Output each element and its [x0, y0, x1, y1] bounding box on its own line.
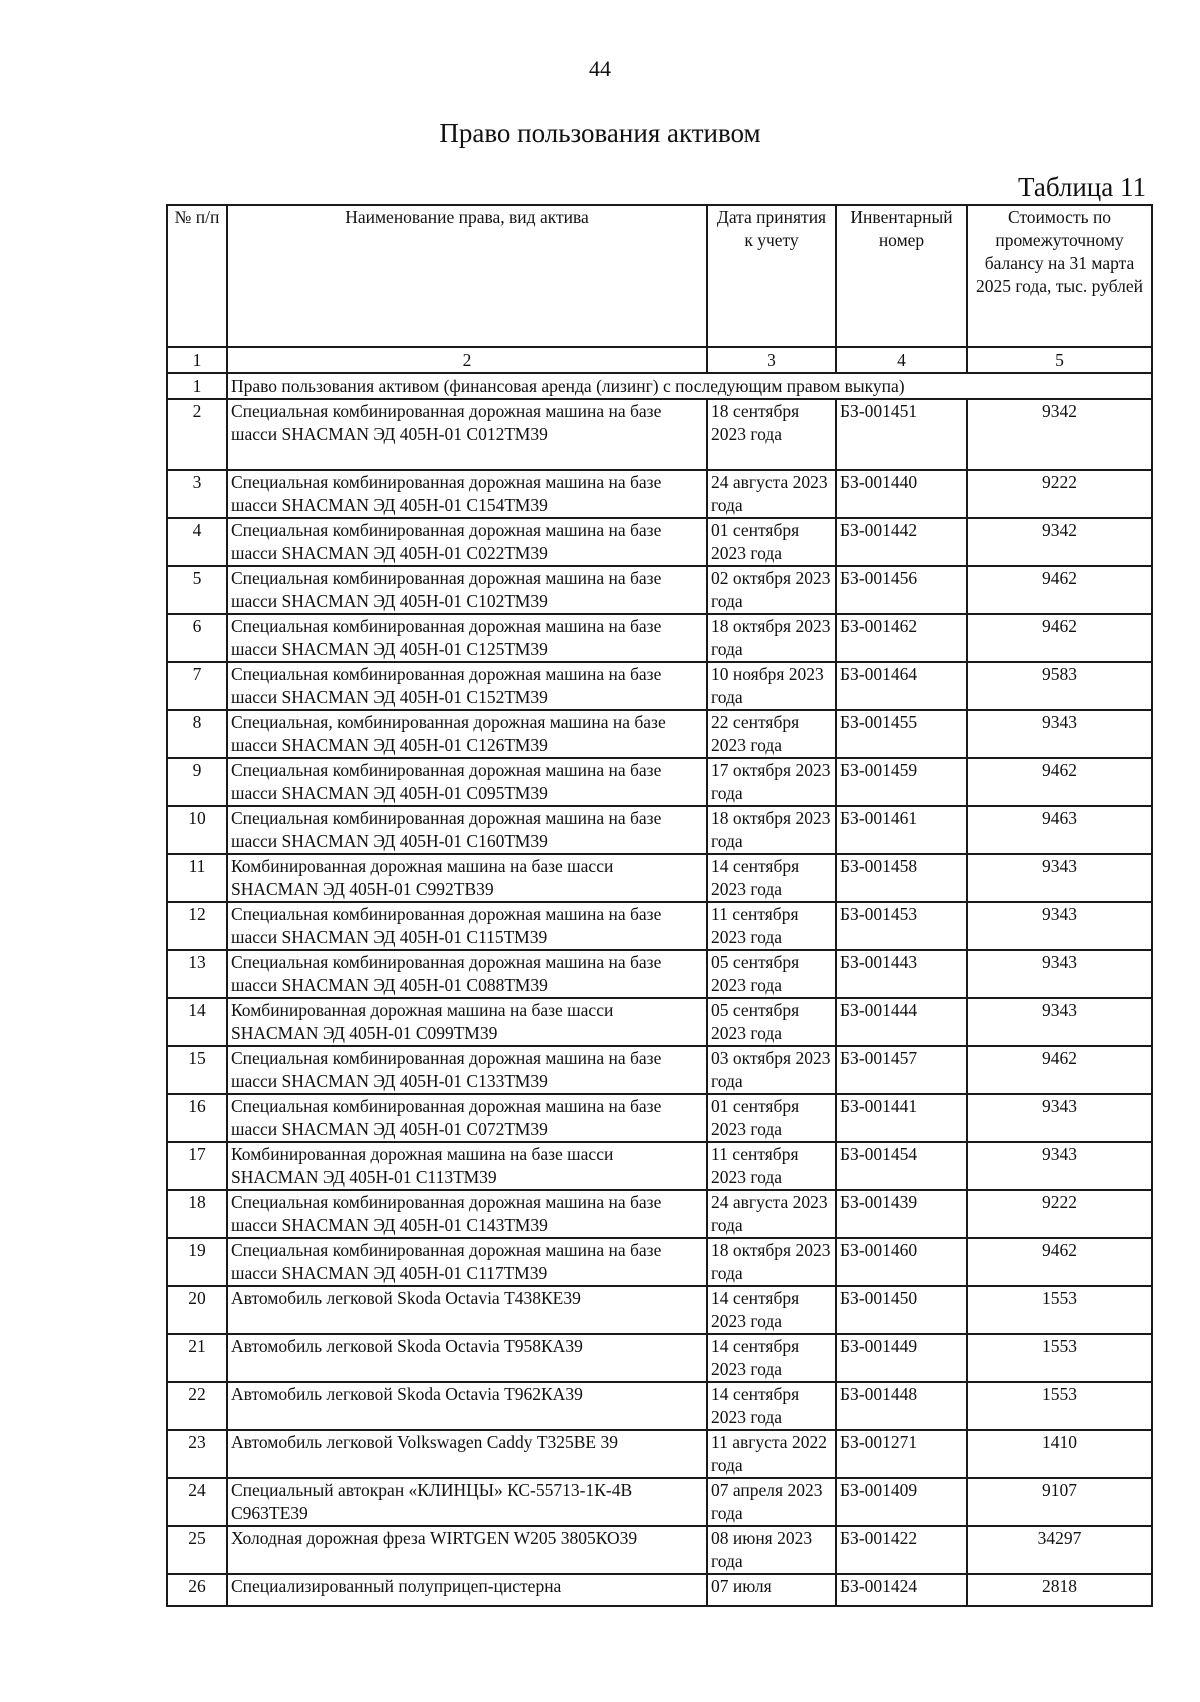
acceptance-date: 18 октября 2023 года — [707, 614, 836, 662]
inventory-number: БЗ-001271 — [836, 1430, 967, 1478]
row-number: 23 — [167, 1430, 227, 1478]
asset-name: Холодная дорожная фреза WIRTGEN W205 3805КО39 — [227, 1526, 707, 1574]
row-number: 15 — [167, 1046, 227, 1094]
inventory-number: БЗ-001455 — [836, 710, 967, 758]
row-number: 12 — [167, 902, 227, 950]
asset-cost: 34297 — [967, 1526, 1152, 1574]
asset-name: Автомобиль легковой Skoda Octavia Т438КЕ39 — [227, 1286, 707, 1334]
table-header-row — [167, 205, 1152, 347]
asset-cost: 9462 — [967, 1046, 1152, 1094]
asset-cost: 9462 — [967, 758, 1152, 806]
assets-table — [166, 204, 1153, 1607]
asset-cost: 9343 — [967, 1094, 1152, 1142]
section-label: Право пользования активом (финансовая аренда (лизинг) с последующим правом выкупа) — [227, 373, 1152, 399]
inventory-number: БЗ-001459 — [836, 758, 967, 806]
acceptance-date: 14 сентября 2023 года — [707, 1382, 836, 1430]
asset-name: Специальная комбинированная дорожная машина на базе шасси SHACMAN ЭД 405Н-01 С160ТМ39 — [227, 806, 707, 854]
acceptance-date: 10 ноября 2023 года — [707, 662, 836, 710]
header-name: Наименование права, вид актива — [227, 205, 707, 347]
table-row — [167, 1094, 1152, 1142]
row-number: 8 — [167, 710, 227, 758]
acceptance-date: 01 сентября 2023 года — [707, 1094, 836, 1142]
asset-cost: 9222 — [967, 470, 1152, 518]
inventory-number: БЗ-001460 — [836, 1238, 967, 1286]
row-number: 11 — [167, 854, 227, 902]
acceptance-date: 17 октября 2023 года — [707, 758, 836, 806]
table-row — [167, 1190, 1152, 1238]
inventory-number: БЗ-001453 — [836, 902, 967, 950]
asset-name: Автомобиль легковой Skoda Octavia Т962КА39 — [227, 1382, 707, 1430]
row-number: 13 — [167, 950, 227, 998]
inventory-number: БЗ-001464 — [836, 662, 967, 710]
inventory-number: БЗ-001458 — [836, 854, 967, 902]
acceptance-date: 14 сентября 2023 года — [707, 854, 836, 902]
inventory-number: БЗ-001442 — [836, 518, 967, 566]
table-row — [167, 1286, 1152, 1334]
asset-name: Специальная комбинированная дорожная машина на базе шасси SHACMAN ЭД 405Н-01 С152ТМ39 — [227, 662, 707, 710]
asset-name: Специальная комбинированная дорожная машина на базе шасси SHACMAN ЭД 405Н-01 С022ТМ39 — [227, 518, 707, 566]
asset-cost: 9222 — [967, 1190, 1152, 1238]
acceptance-date: 24 августа 2023 года — [707, 1190, 836, 1238]
table-row — [167, 1142, 1152, 1190]
row-number: 21 — [167, 1334, 227, 1382]
column-index: 4 — [836, 347, 967, 373]
inventory-number: БЗ-001449 — [836, 1334, 967, 1382]
inventory-number: БЗ-001422 — [836, 1526, 967, 1574]
inventory-number: БЗ-001444 — [836, 998, 967, 1046]
acceptance-date: 18 октября 2023 года — [707, 806, 836, 854]
row-number: 18 — [167, 1190, 227, 1238]
row-number: 2 — [167, 399, 227, 470]
column-index: 3 — [707, 347, 836, 373]
acceptance-date: 11 сентября 2023 года — [707, 1142, 836, 1190]
row-number: 3 — [167, 470, 227, 518]
table-row — [167, 758, 1152, 806]
table-row — [167, 1238, 1152, 1286]
asset-name: Специальная комбинированная дорожная машина на базе шасси SHACMAN ЭД 405Н-01 С143ТМ39 — [227, 1190, 707, 1238]
inventory-number: БЗ-001443 — [836, 950, 967, 998]
asset-name: Комбинированная дорожная машина на базе шасси SHACMAN ЭД 405Н-01 С113ТМ39 — [227, 1142, 707, 1190]
table-row — [167, 998, 1152, 1046]
asset-name: Комбинированная дорожная машина на базе шасси SHACMAN ЭД 405Н-01 С099ТМ39 — [227, 998, 707, 1046]
table-row — [167, 710, 1152, 758]
section-row — [167, 373, 1152, 399]
table-row — [167, 399, 1152, 470]
asset-name: Специальная комбинированная дорожная машина на базе шасси SHACMAN ЭД 405Н-01 С095ТМ39 — [227, 758, 707, 806]
inventory-number: БЗ-001441 — [836, 1094, 967, 1142]
asset-cost: 9342 — [967, 399, 1152, 470]
asset-cost: 9343 — [967, 854, 1152, 902]
table-row — [167, 1526, 1152, 1574]
asset-cost: 9343 — [967, 998, 1152, 1046]
inventory-number: БЗ-001424 — [836, 1574, 967, 1606]
asset-cost: 9343 — [967, 902, 1152, 950]
asset-cost: 9107 — [967, 1478, 1152, 1526]
asset-name: Специальная, комбинированная дорожная машина на базе шасси SHACMAN ЭД 405Н-01 С126ТМ39 — [227, 710, 707, 758]
table-row — [167, 470, 1152, 518]
inventory-number: БЗ-001462 — [836, 614, 967, 662]
asset-name: Специальная комбинированная дорожная машина на базе шасси SHACMAN ЭД 405Н-01 С012ТМ39 — [227, 399, 707, 470]
asset-cost: 9342 — [967, 518, 1152, 566]
table-row — [167, 854, 1152, 902]
table-row — [167, 1478, 1152, 1526]
acceptance-date: 22 сентября 2023 года — [707, 710, 836, 758]
row-number: 14 — [167, 998, 227, 1046]
acceptance-date: 08 июня 2023 года — [707, 1526, 836, 1574]
asset-cost: 2818 — [967, 1574, 1152, 1606]
inventory-number: БЗ-001450 — [836, 1286, 967, 1334]
table-row — [167, 1574, 1152, 1606]
inventory-number: БЗ-001454 — [836, 1142, 967, 1190]
asset-name: Специальная комбинированная дорожная машина на базе шасси SHACMAN ЭД 405Н-01 С102ТМ39 — [227, 566, 707, 614]
row-number: 19 — [167, 1238, 227, 1286]
asset-cost: 1410 — [967, 1430, 1152, 1478]
asset-cost: 9462 — [967, 1238, 1152, 1286]
column-index-row — [167, 347, 1152, 373]
acceptance-date: 02 октября 2023 года — [707, 566, 836, 614]
asset-name: Специальная комбинированная дорожная машина на базе шасси SHACMAN ЭД 405Н-01 С072ТМ39 — [227, 1094, 707, 1142]
acceptance-date: 05 сентября 2023 года — [707, 950, 836, 998]
table-row — [167, 518, 1152, 566]
inventory-number: БЗ-001409 — [836, 1478, 967, 1526]
table-label: Таблица 11 — [1018, 172, 1146, 202]
inventory-number: БЗ-001451 — [836, 399, 967, 470]
asset-name: Специализированный полуприцеп-цистерна — [227, 1574, 707, 1606]
asset-name: Специальная комбинированная дорожная машина на базе шасси SHACMAN ЭД 405Н-01 С125ТМ39 — [227, 614, 707, 662]
asset-cost: 9462 — [967, 614, 1152, 662]
inventory-number: БЗ-001456 — [836, 566, 967, 614]
table-row — [167, 1334, 1152, 1382]
asset-name: Специальная комбинированная дорожная машина на базе шасси SHACMAN ЭД 405Н-01 С088ТМ39 — [227, 950, 707, 998]
row-number: 25 — [167, 1526, 227, 1574]
inventory-number: БЗ-001440 — [836, 470, 967, 518]
acceptance-date: 05 сентября 2023 года — [707, 998, 836, 1046]
acceptance-date: 07 апреля 2023 года — [707, 1478, 836, 1526]
inventory-number: БЗ-001461 — [836, 806, 967, 854]
acceptance-date: 11 августа 2022 года — [707, 1430, 836, 1478]
asset-cost: 9343 — [967, 950, 1152, 998]
asset-cost: 1553 — [967, 1334, 1152, 1382]
section-number: 1 — [167, 373, 227, 399]
table-row — [167, 806, 1152, 854]
asset-name: Автомобиль легковой Volkswagen Caddy Т325ВЕ 39 — [227, 1430, 707, 1478]
asset-cost: 9343 — [967, 710, 1152, 758]
row-number: 24 — [167, 1478, 227, 1526]
column-index: 2 — [227, 347, 707, 373]
acceptance-date: 24 августа 2023 года — [707, 470, 836, 518]
row-number: 6 — [167, 614, 227, 662]
row-number: 4 — [167, 518, 227, 566]
table-row — [167, 1046, 1152, 1094]
page-title: Право пользования активом — [439, 118, 761, 148]
acceptance-date: 03 октября 2023 года — [707, 1046, 836, 1094]
page-number: 44 — [589, 56, 611, 81]
table-row — [167, 614, 1152, 662]
table-row — [167, 566, 1152, 614]
column-index: 1 — [167, 347, 227, 373]
asset-name: Специальная комбинированная дорожная машина на базе шасси SHACMAN ЭД 405Н-01 С117ТМ39 — [227, 1238, 707, 1286]
asset-name: Автомобиль легковой Skoda Octavia Т958КА39 — [227, 1334, 707, 1382]
asset-name: Специальный автокран «КЛИНЦЫ» КС-55713-1К-4В С963ТЕ39 — [227, 1478, 707, 1526]
asset-cost: 9463 — [967, 806, 1152, 854]
header-cost: Стоимость по промежуточному балансу на 31 марта 2025 года, тыс. рублей — [967, 205, 1152, 347]
acceptance-date: 14 сентября 2023 года — [707, 1334, 836, 1382]
row-number: 9 — [167, 758, 227, 806]
asset-cost: 1553 — [967, 1286, 1152, 1334]
acceptance-date: 18 сентября 2023 года — [707, 399, 836, 470]
row-number: 10 — [167, 806, 227, 854]
table-row — [167, 662, 1152, 710]
table-row — [167, 902, 1152, 950]
header-number: № п/п — [167, 205, 227, 347]
acceptance-date: 07 июля — [707, 1574, 836, 1606]
asset-cost: 9343 — [967, 1142, 1152, 1190]
table-row — [167, 950, 1152, 998]
asset-name: Комбинированная дорожная машина на базе шасси SHACMAN ЭД 405Н-01 С992ТВ39 — [227, 854, 707, 902]
row-number: 20 — [167, 1286, 227, 1334]
asset-cost: 9583 — [967, 662, 1152, 710]
acceptance-date: 18 октября 2023 года — [707, 1238, 836, 1286]
inventory-number: БЗ-001457 — [836, 1046, 967, 1094]
asset-name: Специальная комбинированная дорожная машина на базе шасси SHACMAN ЭД 405Н-01 С133ТМ39 — [227, 1046, 707, 1094]
table-row — [167, 1430, 1152, 1478]
row-number: 7 — [167, 662, 227, 710]
row-number: 16 — [167, 1094, 227, 1142]
asset-cost: 9462 — [967, 566, 1152, 614]
asset-name: Специальная комбинированная дорожная машина на базе шасси SHACMAN ЭД 405Н-01 С115ТМ39 — [227, 902, 707, 950]
column-index: 5 — [967, 347, 1152, 373]
inventory-number: БЗ-001448 — [836, 1382, 967, 1430]
row-number: 26 — [167, 1574, 227, 1606]
header-date: Дата принятия к учету — [707, 205, 836, 347]
row-number: 5 — [167, 566, 227, 614]
acceptance-date: 11 сентября 2023 года — [707, 902, 836, 950]
inventory-number: БЗ-001439 — [836, 1190, 967, 1238]
asset-name: Специальная комбинированная дорожная машина на базе шасси SHACMAN ЭД 405Н-01 С154ТМ39 — [227, 470, 707, 518]
acceptance-date: 01 сентября 2023 года — [707, 518, 836, 566]
acceptance-date: 14 сентября 2023 года — [707, 1286, 836, 1334]
row-number: 22 — [167, 1382, 227, 1430]
table-row — [167, 1382, 1152, 1430]
asset-cost: 1553 — [967, 1382, 1152, 1430]
row-number: 17 — [167, 1142, 227, 1190]
header-inventory: Инвентарный номер — [836, 205, 967, 347]
